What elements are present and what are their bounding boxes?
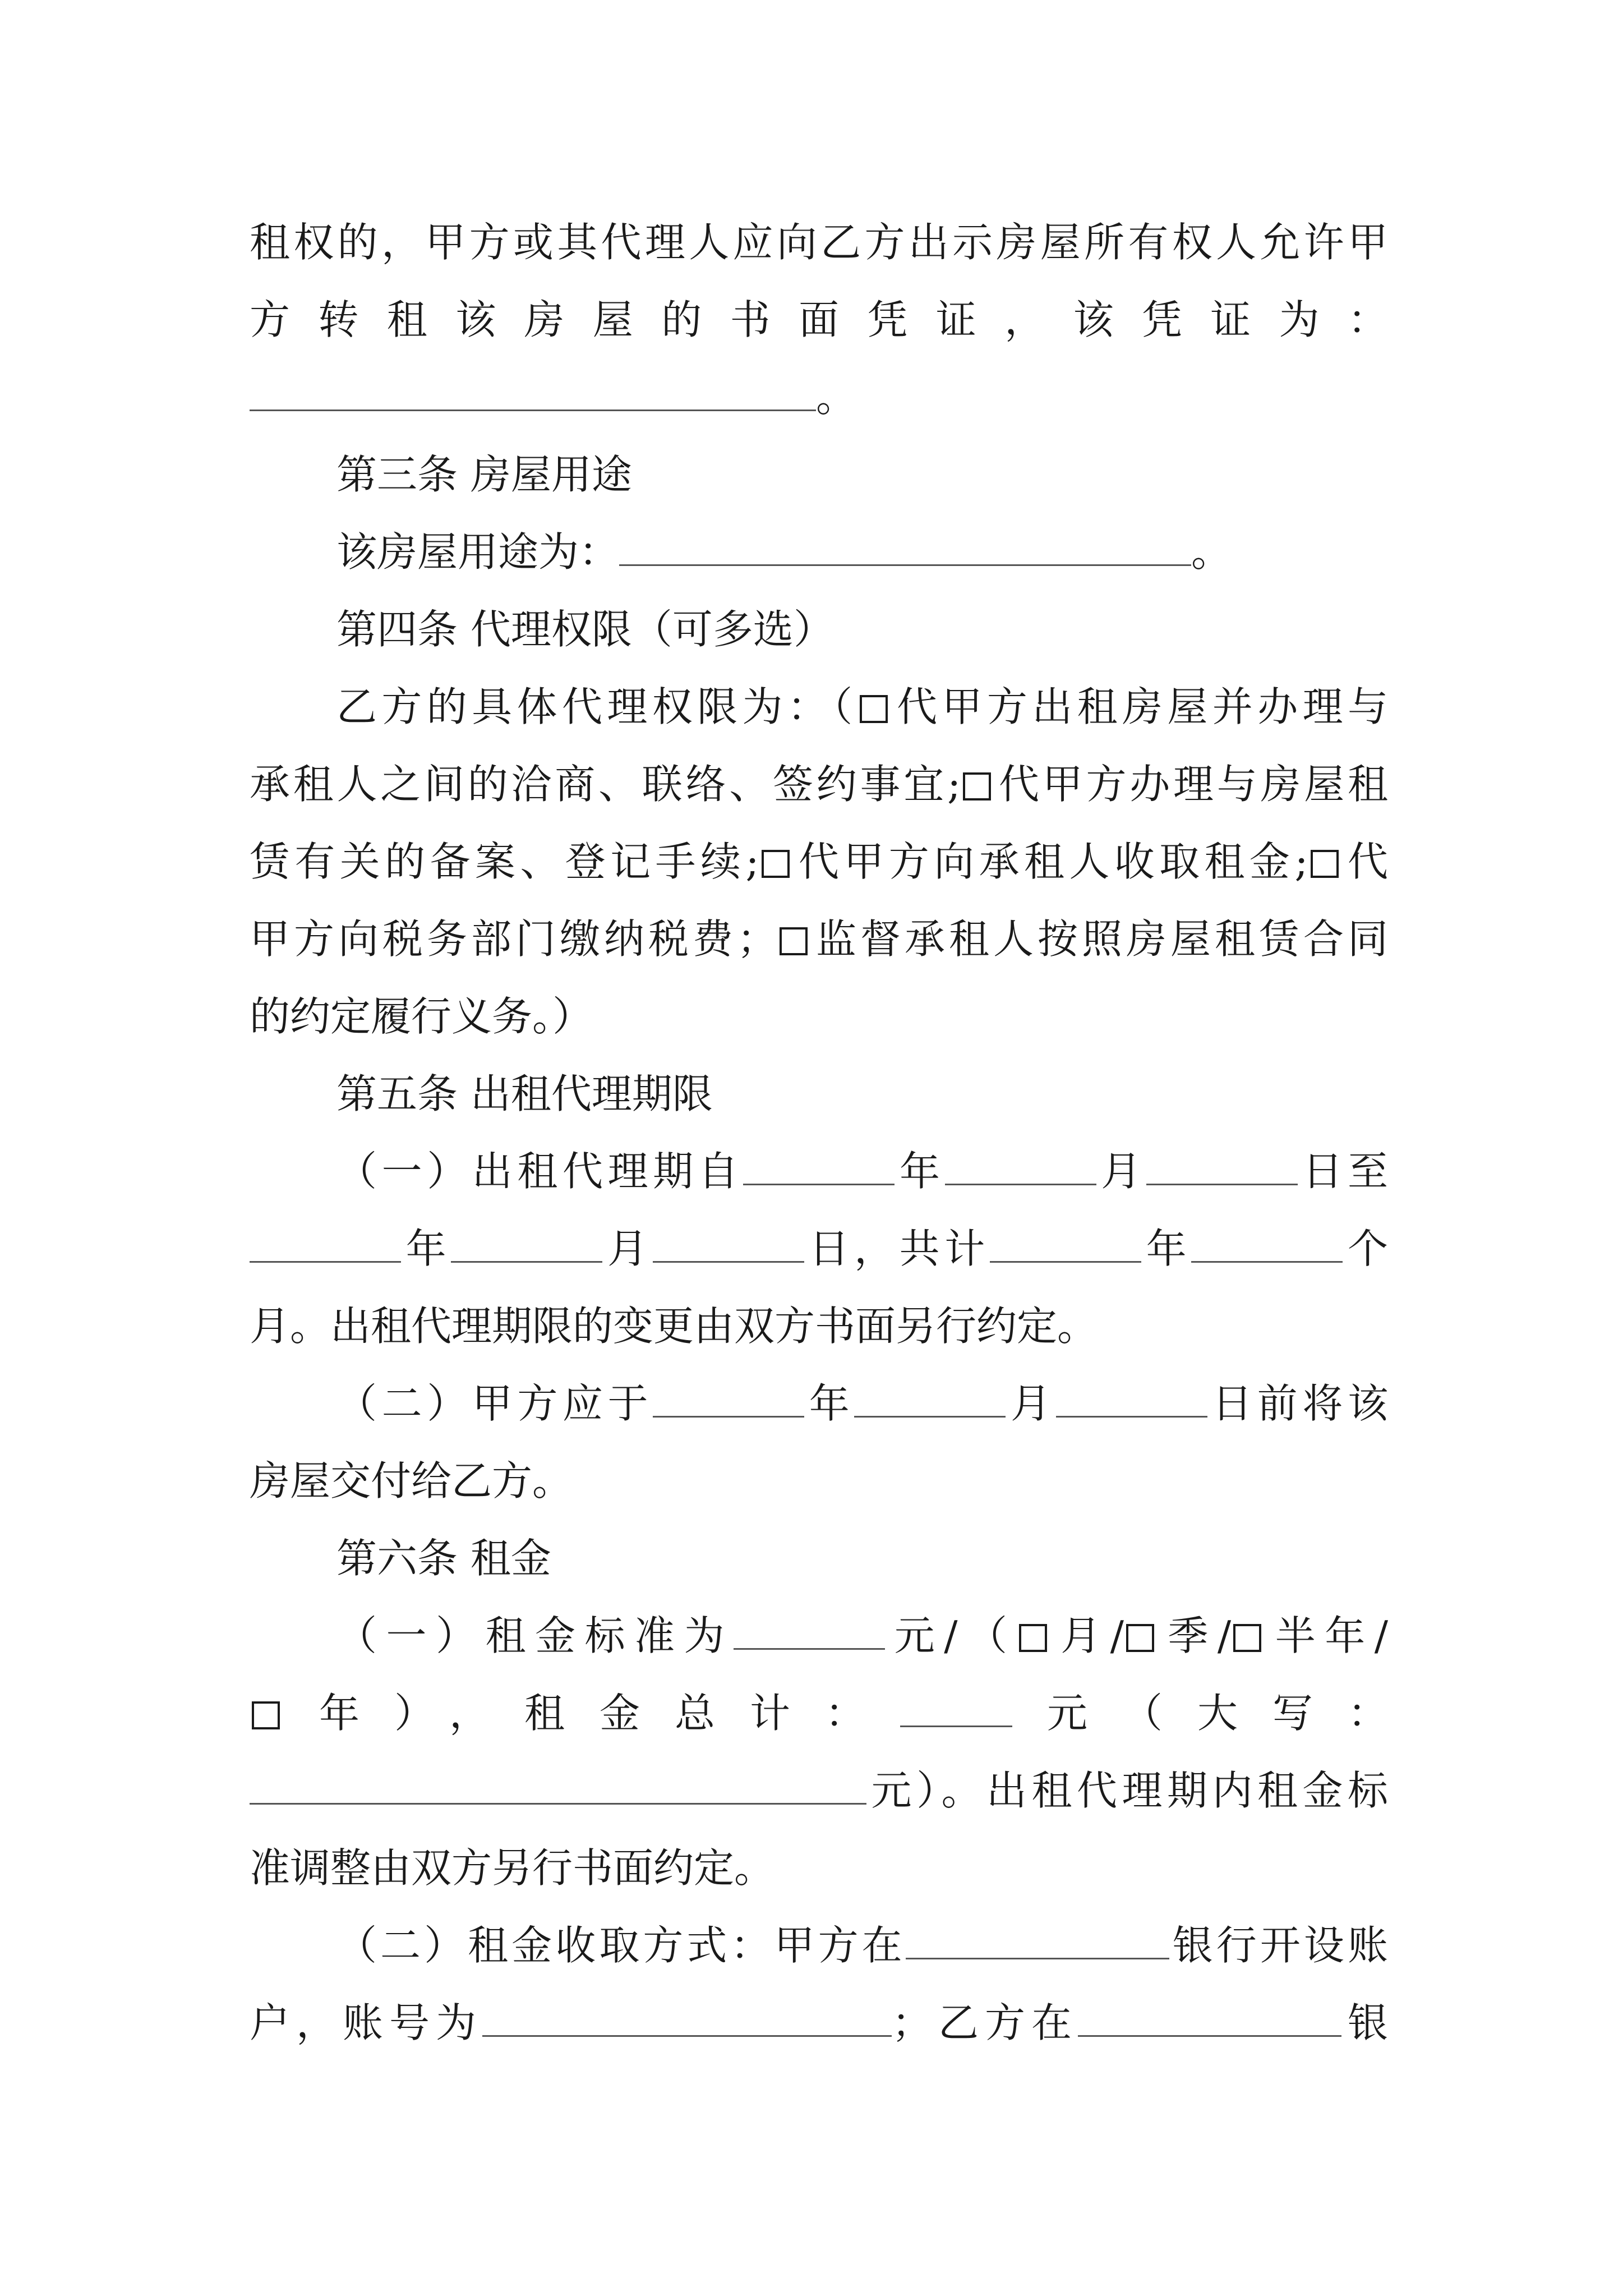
text: 年	[895, 1148, 945, 1195]
paragraph-line	[250, 983, 1388, 1050]
fill-blank[interactable]	[451, 1226, 602, 1263]
paragraph-line	[250, 209, 1388, 276]
text: 代甲方办理与房屋租	[995, 761, 1388, 808]
checkbox[interactable]	[1019, 1624, 1047, 1652]
fill-blank[interactable]	[1146, 1149, 1298, 1185]
text: 代	[1343, 838, 1388, 885]
text: 租权的，甲方或其代理人应向乙方出示房屋所有权人允许甲	[250, 219, 1388, 266]
fill-blank[interactable]	[1191, 1226, 1343, 1263]
paragraph-line	[250, 286, 1388, 353]
text: 日前将该	[1207, 1380, 1388, 1427]
text: 。	[1191, 528, 1232, 576]
article-title-4	[336, 596, 1388, 663]
checkbox[interactable]	[1311, 850, 1339, 878]
fill-blank[interactable]	[1056, 1381, 1207, 1418]
text: 第五条 出租代理期限	[336, 1070, 713, 1117]
article-title-5	[336, 1060, 1388, 1128]
fill-blank[interactable]	[990, 1226, 1141, 1263]
text: 月	[602, 1225, 653, 1272]
fill-blank[interactable]	[250, 1226, 401, 1263]
paragraph-line	[336, 673, 1388, 740]
text: 房屋交付给乙方。	[250, 1457, 573, 1504]
text: 赁有关的备案、登记手续;	[250, 838, 759, 885]
paragraph-line	[250, 1834, 1388, 1902]
fill-blank[interactable]	[734, 1613, 885, 1650]
fill-blank[interactable]	[743, 1149, 895, 1185]
paragraph-line	[250, 828, 1388, 895]
text: 日至	[1297, 1148, 1388, 1195]
paragraph-line	[336, 1370, 1388, 1437]
fill-blank[interactable]	[900, 1691, 1012, 1727]
text: 年	[804, 1380, 855, 1427]
text: （一）出租代理期自	[336, 1148, 744, 1195]
checkbox[interactable]	[780, 927, 808, 955]
text: 乙方的具体代理权限为：（	[336, 683, 857, 730]
text: 银行开设账	[1169, 1922, 1388, 1969]
text: 户，账号为	[250, 1999, 482, 2046]
text: 代甲方向承租人收取租金;	[794, 838, 1308, 885]
text: 季/	[1158, 1612, 1232, 1659]
text: 第六条 租金	[336, 1535, 551, 1582]
checkbox[interactable]	[860, 695, 888, 723]
paragraph-line	[250, 751, 1388, 818]
paragraph-line	[250, 1757, 1388, 1824]
paragraph-line	[336, 1138, 1388, 1205]
fill-blank[interactable]	[653, 1226, 804, 1263]
text: （二）租金收取方式：甲方在	[336, 1922, 906, 1969]
fill-blank[interactable]	[482, 2000, 892, 2037]
text: 月	[1006, 1380, 1056, 1427]
text: 月。出租代理期限的变更由双方书面另行约定。	[250, 1303, 1098, 1350]
text: 元/（	[885, 1612, 1017, 1659]
text: 第四条 代理权限（可多选）	[336, 606, 834, 653]
text: 准调整由双方另行书面约定。	[250, 1844, 775, 1892]
checkbox[interactable]	[963, 772, 991, 800]
text: 月	[1096, 1148, 1146, 1195]
fill-blank[interactable]	[619, 530, 1191, 566]
text: 个	[1343, 1225, 1388, 1272]
text: 月/	[1051, 1612, 1124, 1659]
text: 年	[401, 1225, 451, 1272]
paragraph-line	[336, 518, 1388, 586]
checkbox[interactable]	[1233, 1624, 1261, 1652]
paragraph-line	[250, 1680, 1388, 1747]
fill-blank[interactable]	[906, 1923, 1169, 1959]
fill-blank[interactable]	[1078, 2000, 1341, 2037]
paragraph-line	[250, 1292, 1388, 1360]
text: （一）租金标准为	[336, 1612, 734, 1659]
text: 该房屋用途为：	[336, 528, 620, 576]
fill-blank[interactable]	[250, 1768, 866, 1805]
paragraph-line	[250, 1215, 1388, 1282]
paragraph-line	[250, 364, 1388, 431]
text: 方转租该房屋的书面凭证，该凭证为：	[250, 296, 1388, 343]
text: ；乙方在	[891, 1999, 1078, 2046]
text: 代甲方出租房屋并办理与	[892, 683, 1388, 730]
fill-blank[interactable]	[945, 1149, 1096, 1185]
text: 第三条 房屋用途	[336, 451, 632, 498]
text: 日，共计	[804, 1225, 990, 1272]
article-title-3	[336, 441, 1388, 508]
article-title-6	[336, 1525, 1388, 1592]
text: 半年/	[1266, 1612, 1388, 1659]
fill-blank[interactable]	[653, 1381, 804, 1418]
paragraph-line	[250, 1447, 1388, 1515]
paragraph-line	[250, 905, 1388, 973]
paragraph-line	[250, 1989, 1388, 2056]
text: 银	[1341, 1999, 1388, 2046]
text: 甲方向税务部门缴纳税费；	[250, 915, 777, 963]
text: 年），租金总计：	[284, 1690, 900, 1737]
paragraph-line	[336, 1602, 1388, 1669]
text: 元（大写：	[1012, 1690, 1388, 1737]
fill-blank[interactable]	[250, 375, 816, 411]
paragraph-line	[336, 1912, 1388, 1979]
text: （二）甲方应于	[336, 1380, 653, 1427]
checkbox[interactable]	[252, 1701, 280, 1729]
checkbox[interactable]	[762, 850, 790, 878]
text: 元）。出租代理期内租金标	[866, 1767, 1388, 1814]
text: 承租人之间的洽商、联络、签约事宜;	[250, 761, 961, 808]
checkbox[interactable]	[1126, 1624, 1154, 1652]
text: 的约定履行义务。）	[250, 993, 593, 1040]
text: 年	[1141, 1225, 1192, 1272]
fill-blank[interactable]	[854, 1381, 1006, 1418]
text: 监督承租人按照房屋租赁合同	[812, 915, 1388, 963]
text: 。	[816, 374, 857, 421]
